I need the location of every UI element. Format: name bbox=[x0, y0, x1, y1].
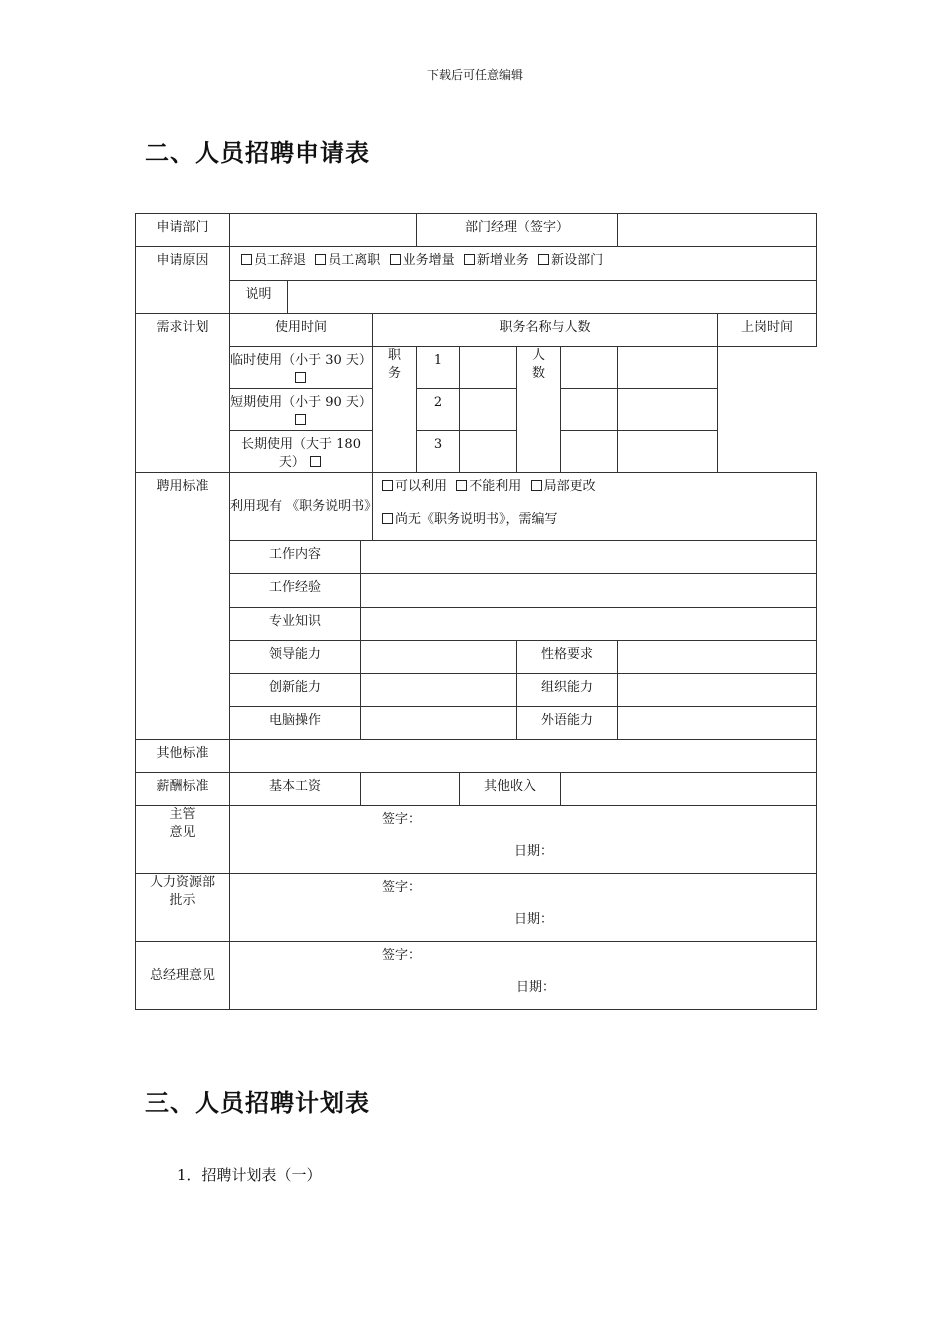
work-content-label: 工作内容 bbox=[230, 541, 361, 574]
hire-std-label: 聘用标准 bbox=[136, 473, 230, 740]
gm-opinion[interactable] bbox=[230, 942, 817, 1010]
job-v1: 职 bbox=[387, 348, 401, 363]
work-exp-label: 工作经验 bbox=[230, 574, 361, 608]
leadership-field[interactable] bbox=[361, 641, 517, 674]
explain-field[interactable] bbox=[288, 281, 817, 314]
desc-options bbox=[373, 473, 817, 541]
gm-sign-label: 签字： bbox=[382, 948, 422, 963]
job-count-header: 职务名称与人数 bbox=[373, 314, 718, 347]
reason-checkbox[interactable] bbox=[538, 254, 549, 265]
base-salary-label: 基本工资 bbox=[230, 773, 361, 806]
reason-option: 员工辞退 bbox=[254, 253, 307, 268]
count-field-3[interactable] bbox=[561, 431, 618, 473]
desc-option: 不能利用 bbox=[469, 479, 522, 494]
section3-title: 三、人员招聘计划表 bbox=[145, 1089, 370, 1117]
usage-short-label: 短期使用（小于 90 天） bbox=[230, 395, 372, 410]
mgr-sign-field[interactable] bbox=[618, 214, 817, 247]
computer-label: 电脑操作 bbox=[230, 707, 361, 740]
other-std-field[interactable] bbox=[230, 740, 817, 773]
supervisor-label bbox=[136, 806, 230, 874]
header-note: 下载后可任意编辑 bbox=[426, 68, 523, 82]
reason-checkbox[interactable] bbox=[315, 254, 326, 265]
gm-label: 总经理意见 bbox=[136, 942, 230, 1010]
usage-long-label: 长期使用（大于 180 天） bbox=[241, 437, 361, 470]
usage-long-checkbox[interactable] bbox=[310, 456, 321, 467]
language-label: 外语能力 bbox=[517, 707, 618, 740]
plan-subtitle: 1．招聘计划表（一） bbox=[177, 1166, 322, 1184]
usage-temp bbox=[230, 347, 373, 389]
dept-field[interactable] bbox=[230, 214, 417, 247]
reason-options bbox=[230, 247, 817, 281]
gm-date-label: 日期： bbox=[516, 980, 556, 995]
mgr-sign-label: 部门经理（签字） bbox=[417, 214, 618, 247]
innovation-field[interactable] bbox=[361, 674, 517, 707]
job-v2: 务 bbox=[387, 366, 401, 381]
hr-sign-label: 签字： bbox=[382, 880, 422, 895]
hr-opinion[interactable] bbox=[230, 874, 817, 942]
desc-checkbox[interactable] bbox=[382, 480, 393, 491]
existing-desc-label: 利用现有 《职务说明书》 bbox=[230, 473, 373, 541]
personality-field[interactable] bbox=[618, 641, 817, 674]
hr-date-label: 日期： bbox=[514, 912, 554, 927]
job-name-3[interactable] bbox=[460, 431, 517, 473]
reason-option: 新设部门 bbox=[551, 253, 604, 268]
count-v1: 人 bbox=[531, 348, 545, 363]
work-exp-field[interactable] bbox=[361, 574, 817, 608]
job-vertical-label bbox=[373, 347, 417, 473]
supervisor-l2: 意见 bbox=[169, 825, 196, 840]
salary-label: 薪酬标准 bbox=[136, 773, 230, 806]
language-field[interactable] bbox=[618, 707, 817, 740]
desc-checkbox[interactable] bbox=[382, 513, 393, 524]
base-salary-field[interactable] bbox=[361, 773, 460, 806]
reason-option: 新增业务 bbox=[476, 253, 529, 268]
count-field-1[interactable] bbox=[561, 347, 618, 389]
demand-label: 需求计划 bbox=[136, 314, 230, 473]
reason-checkbox[interactable] bbox=[464, 254, 475, 265]
personality-label: 性格要求 bbox=[517, 641, 618, 674]
start-time-header: 上岗时间 bbox=[718, 314, 817, 347]
pro-knowledge-field[interactable] bbox=[361, 608, 817, 641]
usage-long bbox=[230, 431, 373, 473]
supervisor-opinion[interactable] bbox=[230, 806, 817, 874]
job-num-3: 3 bbox=[417, 431, 460, 473]
job-name-2[interactable] bbox=[460, 389, 517, 431]
start-time-2[interactable] bbox=[618, 389, 718, 431]
desc-option: 可以利用 bbox=[395, 479, 448, 494]
hr-l1: 人力资源部 bbox=[149, 875, 215, 890]
count-vertical-label bbox=[517, 347, 561, 473]
hr-label bbox=[136, 874, 230, 942]
desc-checkbox[interactable] bbox=[456, 480, 467, 491]
computer-field[interactable] bbox=[361, 707, 517, 740]
usage-short bbox=[230, 389, 373, 431]
work-content-field[interactable] bbox=[361, 541, 817, 574]
other-income-field[interactable] bbox=[561, 773, 817, 806]
organization-field[interactable] bbox=[618, 674, 817, 707]
desc-option: 尚无《职务说明书》，需编写 bbox=[395, 512, 558, 527]
other-income-label: 其他收入 bbox=[460, 773, 561, 806]
usage-short-checkbox[interactable] bbox=[295, 414, 306, 425]
usage-temp-label: 临时使用（小于 30 天） bbox=[230, 353, 372, 368]
job-name-1[interactable] bbox=[460, 347, 517, 389]
reason-label: 申请原因 bbox=[136, 247, 230, 314]
organization-label: 组织能力 bbox=[517, 674, 618, 707]
usage-time-header: 使用时间 bbox=[230, 314, 373, 347]
innovation-label: 创新能力 bbox=[230, 674, 361, 707]
reason-option: 业务增量 bbox=[402, 253, 455, 268]
hr-l2: 批示 bbox=[169, 893, 196, 908]
job-num-1: 1 bbox=[417, 347, 460, 389]
explain-label: 说明 bbox=[230, 281, 288, 314]
recruitment-application-form bbox=[135, 213, 817, 1010]
reason-checkbox[interactable] bbox=[241, 254, 252, 265]
start-time-1[interactable] bbox=[618, 347, 718, 389]
supervisor-date-label: 日期： bbox=[514, 844, 554, 859]
desc-checkbox[interactable] bbox=[531, 480, 542, 491]
leadership-label: 领导能力 bbox=[230, 641, 361, 674]
count-field-2[interactable] bbox=[561, 389, 618, 431]
count-v2: 数 bbox=[531, 366, 545, 381]
usage-temp-checkbox[interactable] bbox=[295, 372, 306, 383]
dept-label: 申请部门 bbox=[136, 214, 230, 247]
supervisor-l1: 主管 bbox=[169, 807, 196, 822]
reason-option: 员工离职 bbox=[328, 253, 381, 268]
desc-option: 局部更改 bbox=[543, 479, 596, 494]
section2-title: 二、人员招聘申请表 bbox=[145, 139, 370, 167]
supervisor-sign-label: 签字： bbox=[382, 812, 422, 827]
reason-checkbox[interactable] bbox=[390, 254, 401, 265]
start-time-3[interactable] bbox=[618, 431, 718, 473]
other-std-label: 其他标准 bbox=[136, 740, 230, 773]
pro-knowledge-label: 专业知识 bbox=[230, 608, 361, 641]
job-num-2: 2 bbox=[417, 389, 460, 431]
